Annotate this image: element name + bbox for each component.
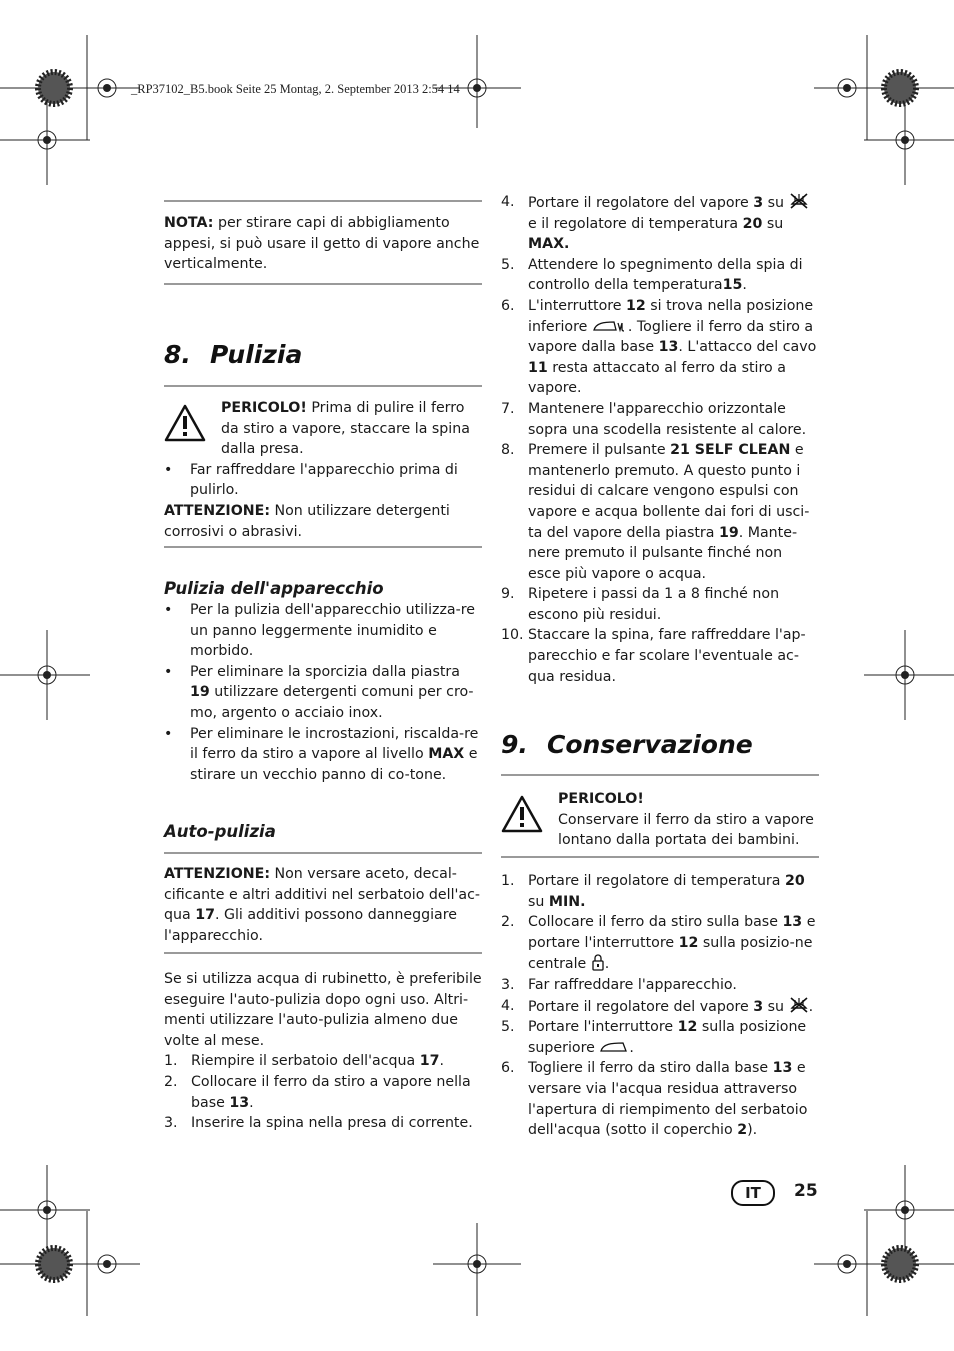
attention-block: ATTENZIONE: Non versare aceto, decal-cificante e altri additivi nel serbatoio dell'ac-qua 17. Gli additivi possono danneggiare l'apparecchio. — [164, 866, 481, 944]
list-item: 4. Portare il regolatore del vapore 3 su . — [501, 997, 814, 1015]
danger-label: PERICOLO! — [558, 791, 644, 807]
rule — [501, 856, 819, 858]
warning-triangle-icon — [501, 795, 543, 833]
section-8-heading — [164, 340, 482, 370]
danger-text: Prima di pulire il ferro da stiro a vapore, staccare la spina dalla presa. — [221, 400, 470, 458]
note-text: per stirare capi di abbigliamento appesi, si può usare il getto di vapore anche verticalmente. — [164, 215, 480, 273]
danger-notice — [164, 398, 482, 460]
list-item: 10. Staccare la spina, fare raffreddare l'ap-parecchio e far scolare l'eventuale ac-qua residua. — [501, 627, 806, 685]
print-header: _RP37102_B5.book Seite 25 Montag, 2. September 2013 2:54 14 — [131, 82, 460, 96]
rule — [501, 774, 819, 776]
rule — [164, 283, 482, 285]
list-item: 2. Collocare il ferro da stiro sulla base 13 e portare l'interruttore 12 sulla posizio-ne centrale . — [501, 914, 816, 973]
attention-text: Non utilizzare detergenti corrosivi o abrasivi. — [164, 502, 450, 540]
rule — [164, 385, 482, 387]
steam-off-icon — [789, 996, 809, 1014]
rule — [164, 200, 482, 202]
list-item: 5. Attendere lo spegnimento della spia di controllo della temperatura15. — [501, 256, 803, 294]
list-item: 6. Togliere il ferro da stiro dalla base 13 e versare via l'acqua residua attraverso l'apertura di riempimento del serbatoio dell'acqua (sotto il coperchio 2). — [501, 1060, 808, 1139]
danger-label: PERICOLO! — [221, 400, 307, 416]
attention-label: ATTENZIONE: — [164, 502, 270, 519]
list-item: • Per eliminare le incrostazioni, riscalda-re il ferro da stiro a vapore al livello MAX e stirare un vecchio panno di co-tone. — [164, 724, 482, 786]
section-9-heading — [501, 730, 819, 760]
list-item: 7. Mantenere l'apparecchio orizzontale sopra una scodella resistente al calore. — [501, 400, 807, 438]
list-item: 4. Portare il regolatore del vapore 3 su e il regolatore di temperatura 20 su MAX. — [501, 192, 819, 255]
section-number: 9. — [501, 730, 528, 759]
page-number: 25 — [794, 1181, 818, 1201]
lock-icon — [591, 953, 605, 971]
note-label: NOTA: — [164, 215, 214, 231]
storage-steps — [501, 871, 819, 1141]
iron-icon — [599, 1039, 629, 1055]
list-item: 1. Riempire il serbatoio dell'acqua 17. — [164, 1053, 444, 1070]
list-item: 3. Far raffreddare l'apparecchio. — [501, 976, 737, 993]
subsection-title: Pulizia dell'apparecchio — [164, 579, 384, 598]
list-item: 6. L'interruttore 12 si trova nella posizione inferiore . Togliere il ferro da stiro a vapore dalla base 13. L'attacco del cavo 11 resta attaccato al ferro da stiro a vapore. — [501, 297, 817, 397]
self-clean-heading — [164, 821, 482, 843]
list-item: • Per eliminare la sporcizia dalla piastra 19 utilizzare detergenti comuni per cro-mo, argento o acciaio inox. — [164, 662, 482, 724]
list-item: 2. Collocare il ferro da stiro a vapore nella base 13. — [164, 1073, 471, 1111]
warning-triangle-icon — [164, 404, 206, 442]
iron-release-icon — [592, 318, 628, 334]
list-item: 8. Premere il pulsante 21 SELF CLEAN e mantenerlo premuto. A questo punto i residui di calcare vengono espulsi con vapore e acqua bollente dai fori di usci-ta del vapore della piastra 19. Mante-nere premuto il pulsante finché non esce più vapore o acqua. — [501, 442, 810, 582]
list-item: 9. Ripetere i passi da 1 a 8 finché non escono più residui. — [501, 586, 780, 623]
subsection-title: Auto-pulizia — [164, 822, 276, 841]
cleaning-warnings — [164, 398, 482, 542]
list-item: • Far raffreddare l'apparecchio prima di pulirlo. — [164, 460, 482, 501]
section-title: Pulizia — [210, 340, 303, 369]
section-title: Conservazione — [547, 730, 753, 759]
language-badge: IT — [731, 1180, 775, 1206]
self-clean-steps — [164, 969, 482, 1134]
self-clean-steps-continued — [501, 192, 819, 687]
section-number: 8. — [164, 340, 191, 369]
list-item: 3. Inserire la spina nella presa di corrente. — [164, 1115, 473, 1132]
list-item: • Per la pulizia dell'apparecchio utilizza-re un panno leggermente inumidito e morbido. — [164, 600, 482, 662]
rule — [164, 952, 482, 954]
note-block — [164, 213, 482, 275]
rule — [164, 852, 482, 854]
steam-off-icon — [789, 192, 809, 210]
list-item: 5. Portare l'interruttore 12 sulla posizione superiore . — [501, 1019, 807, 1056]
rule — [164, 546, 482, 548]
device-cleaning — [164, 578, 482, 785]
paragraph: Se si utilizza acqua di rubinetto, è preferibile eseguire l'auto-pulizia dopo ogni uso. Altri-menti utilizzare l'auto-pulizia almeno due volte al mese. — [164, 971, 482, 1049]
danger-text: Conservare il ferro da stiro a vapore lontano dalla portata dei bambini. — [558, 811, 814, 849]
list-item: 1. Portare il regolatore di temperatura 20 su MIN. — [501, 873, 805, 910]
danger-notice — [501, 789, 819, 851]
storage-danger — [501, 789, 819, 851]
